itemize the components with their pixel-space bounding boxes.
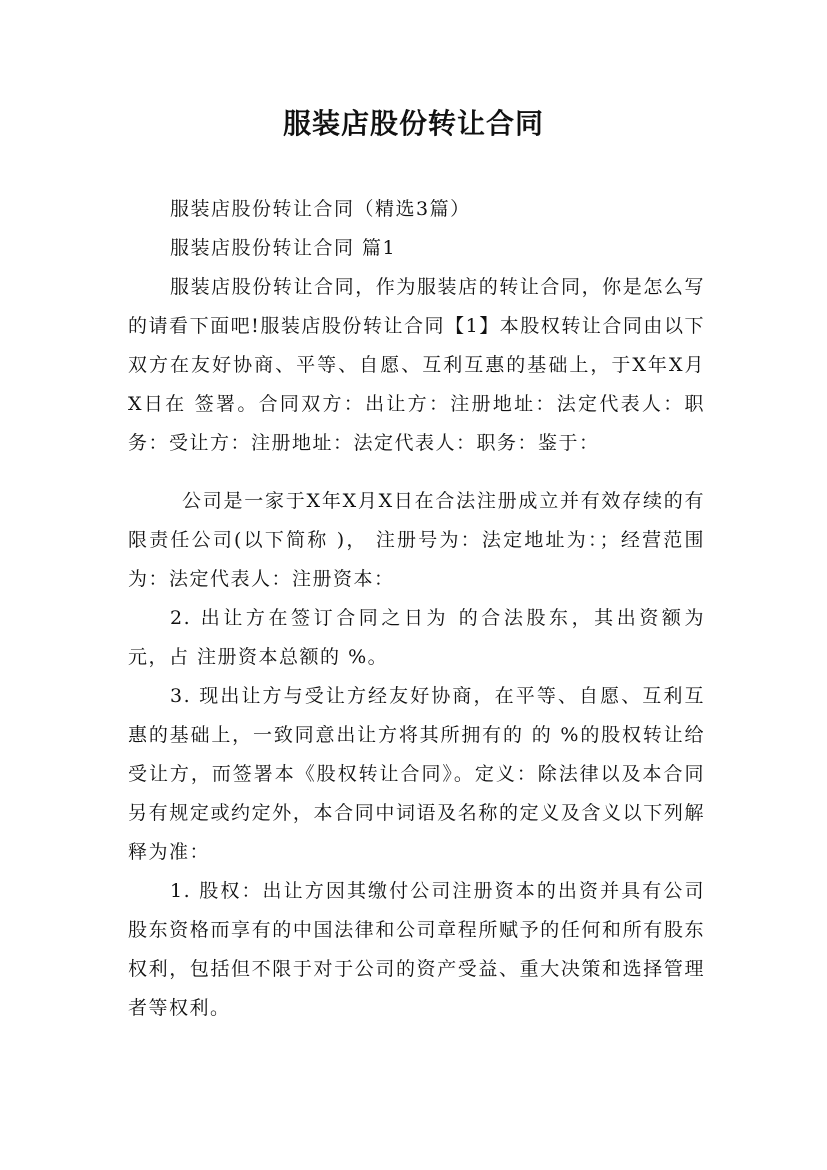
- paragraph-subtitle: 服装店股份转让合同（精选3篇）: [170, 198, 471, 220]
- document-title: 服装店股份转让合同: [282, 107, 544, 140]
- paragraph-section-heading: 服装店股份转让合同 篇1: [170, 237, 397, 259]
- paragraph-clause-2: 2. 出让方在签订合同之日为 的合法股东，其出资额为 元，占 注册资本总额的 %。: [128, 607, 705, 668]
- paragraph-definition-1: 1. 股权：出让方因其缴付公司注册资本的出资并具有公司股东资格而享有的中国法律和公司章程所赋予的任何和所有股东权利，包括但不限于对于公司的资产受益、重大决策和选择管理者等权利。: [128, 880, 705, 1019]
- paragraph-company: 公司是一家于X年X月X日在合法注册成立并有效存续的有限责任公司(以下简称 )， 注册号为：法定地址为：；经营范围为：法定代表人：注册资本：: [128, 490, 705, 590]
- document-body: [128, 190, 705, 1028]
- paragraph-clause-3: 3. 现出让方与受让方经友好协商，在平等、自愿、互利互惠的基础上，一致同意出让方将其所拥有的 的 %的股权转让给受让方，而签署本《股权转让合同》。定义：除法律以及本合同另有规定或约定外，本合同中词语及名称的定义及含义以下列解释为准：: [128, 685, 705, 863]
- paragraph-intro: 服装店股份转让合同，作为服装店的转让合同，你是怎么写的请看下面吧!服装店股份转让合同【1】本股权转让合同由以下双方在友好协商、平等、自愿、互利互惠的基础上，于X年X月X日在 签署。合同双方：出让方：注册地址：法定代表人：职务：受让方：注册地址：法定代表人：职务：鉴于：: [128, 276, 705, 454]
